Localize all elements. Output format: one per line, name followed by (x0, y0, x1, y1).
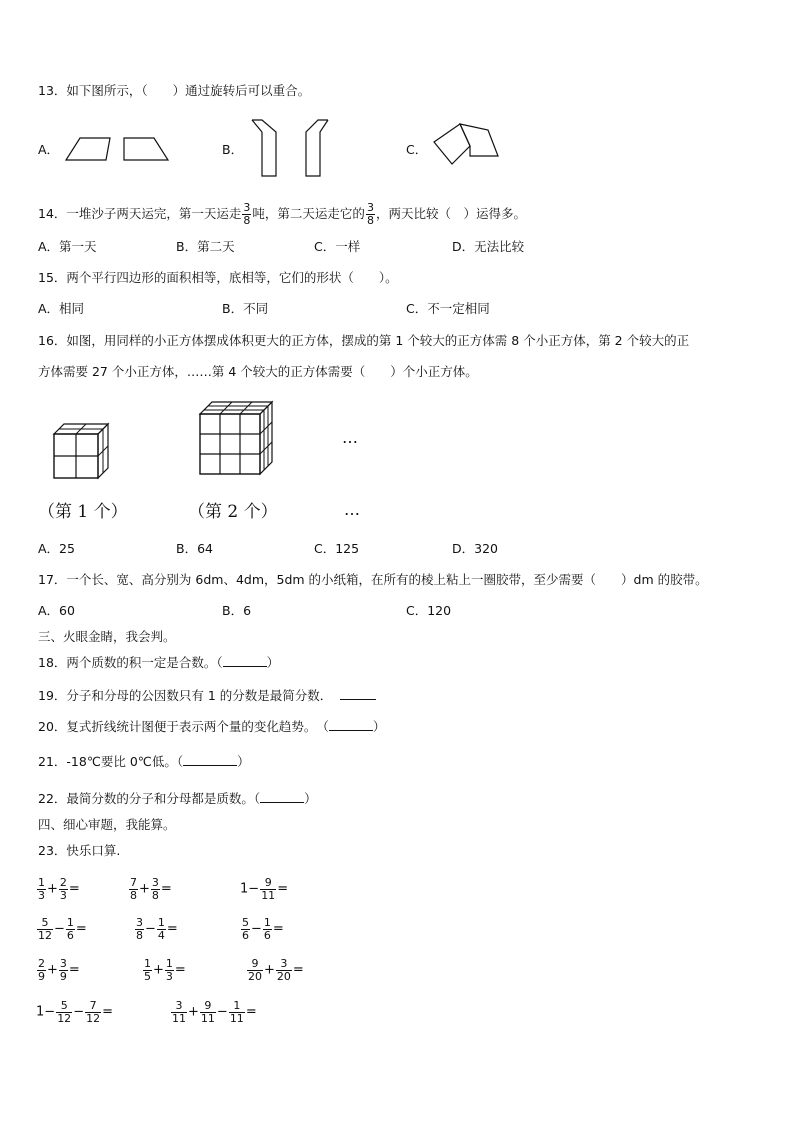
section-4-heading: 四、细心审题，我能算。 (38, 817, 176, 832)
math-operator: − (145, 921, 156, 937)
fraction-denominator: 8 (136, 929, 143, 942)
math-operator: = (68, 881, 80, 897)
q23-expr-3 (240, 872, 288, 906)
fraction-numerator: 5 (60, 999, 68, 1012)
q16-cube-3x3 (196, 398, 274, 478)
math-operator: 1 (36, 1004, 45, 1020)
q17-stem: 17．一个长、宽、高分别为 6dm、4dm，5dm 的小纸箱，在所有的棱上粘上一圈胶带，至少需要（ ）dm 的胶带。 (38, 572, 708, 587)
q23-expr-7 (36, 953, 80, 987)
math-operator: + (188, 1004, 199, 1020)
fraction (59, 877, 68, 902)
fraction-numerator: 3 (136, 916, 143, 929)
fraction-denominator: 4 (157, 929, 165, 942)
fraction-numerator: 5 (242, 916, 249, 929)
q13-option-b-figure (248, 118, 332, 178)
fraction (135, 917, 144, 942)
math-operator: − (73, 1004, 85, 1020)
q20-text: 20．复式折线统计图便于表示两个量的变化趋势。 （ (38, 719, 329, 734)
q14-stem-part3: ，两天比较（ ）运得多。 (375, 206, 526, 221)
q21-answer-blank[interactable] (183, 753, 237, 766)
q13-option-a-figure (62, 134, 172, 164)
fraction-denominator: 6 (242, 929, 249, 942)
fraction-numerator: 9 (251, 957, 259, 970)
math-operator: = (166, 921, 178, 937)
q14-option-b: B．第二天 (176, 239, 235, 254)
fraction-denominator: 9 (59, 970, 67, 983)
q21-close-paren: ） (237, 754, 250, 769)
fraction-denominator: 6 (66, 929, 74, 942)
q14-frac2-num: 3 (366, 201, 374, 214)
math-operator: + (47, 881, 58, 897)
fraction-denominator: 11 (200, 1012, 215, 1025)
fraction (37, 958, 46, 983)
fraction-numerator: 2 (38, 957, 45, 970)
q13-option-a-label: A． (38, 142, 60, 157)
fraction-numerator: 1 (66, 916, 74, 929)
q14-frac1-num: 3 (243, 201, 251, 214)
fraction (59, 958, 68, 983)
fraction-denominator: 3 (165, 970, 173, 983)
q13-option-c-label: C． (406, 142, 428, 157)
q16-option-b: B．64 (176, 541, 213, 556)
fraction-denominator: 20 (276, 970, 291, 983)
q23-expr-2 (128, 872, 172, 906)
math-operator: − (216, 1004, 228, 1020)
math-operator: = (277, 881, 289, 897)
math-operator: + (139, 881, 150, 897)
math-operator: − (248, 881, 260, 897)
q19-stem (38, 687, 376, 705)
q16-cube-2x2 (50, 422, 110, 480)
fraction (37, 917, 53, 942)
math-operator: = (102, 1004, 113, 1020)
fraction (165, 958, 174, 983)
math-operator: = (75, 921, 87, 937)
fraction-denominator: 9 (38, 970, 45, 983)
q22-stem (38, 790, 317, 808)
fraction (200, 1000, 216, 1025)
q17-option-a: A．60 (38, 603, 75, 618)
q23-expr-5 (134, 912, 178, 946)
fraction-numerator: 2 (59, 876, 67, 889)
q16-caption-2: （第 2 个） (188, 502, 278, 522)
fraction-denominator: 11 (261, 889, 276, 902)
fraction-denominator: 12 (38, 929, 52, 942)
q16-stem-line2: 方体需要 27 个小正方体，……第 4 个较大的正方体需要（ ）个小正方体。 (38, 364, 478, 379)
q16-stem-line1: 16．如图，用同样的小正方体摆成体积更大的正方体，摆成的第 1 个较大的正方体需 8 个小正方体，第 2 个较大的正 (38, 333, 690, 348)
math-operator: − (54, 921, 65, 937)
q23-stem: 23．快乐口算. (38, 843, 121, 858)
q15-option-a: A．相同 (38, 301, 85, 316)
fraction (37, 877, 46, 902)
q14-fraction-2 (366, 202, 375, 227)
math-operator: = (174, 962, 186, 978)
q14-frac1-den: 8 (243, 214, 251, 227)
fraction-numerator: 1 (38, 876, 45, 889)
q18-close-paren: ） (266, 655, 280, 670)
fraction (247, 958, 263, 983)
fraction (263, 917, 272, 942)
fraction (129, 877, 138, 902)
fraction (260, 877, 276, 902)
fraction-denominator: 3 (38, 889, 45, 902)
fraction-numerator: 3 (59, 957, 67, 970)
q13-stem: 13．如下图所示，（ ）通过旋转后可以重合。 (38, 83, 311, 98)
fraction (143, 958, 152, 983)
q23-expr-10 (36, 995, 113, 1029)
q20-stem (38, 718, 385, 736)
fraction-numerator: 9 (264, 876, 272, 889)
q14-stem (38, 196, 526, 232)
fraction-numerator: 5 (41, 916, 49, 929)
q20-close-paren: ） (372, 719, 386, 734)
q19-text: 19．分子和分母的公因数只有 1 的分数是最简分数． (38, 688, 333, 703)
fraction (151, 877, 160, 902)
fraction (241, 917, 250, 942)
q14-option-c: C．一样 (314, 239, 361, 254)
fraction-denominator: 20 (248, 970, 262, 983)
q13-option-b-label: B． (222, 142, 244, 157)
q17-option-b: B．6 (222, 603, 252, 618)
q14-option-d: D．无法比较 (452, 239, 525, 254)
fraction (171, 1000, 187, 1025)
fraction-numerator: 7 (89, 999, 97, 1012)
q15-option-b: B．不同 (222, 301, 269, 316)
q22-answer-blank[interactable] (260, 790, 304, 803)
fraction-denominator: 8 (151, 889, 159, 902)
math-operator: + (264, 962, 275, 978)
fraction-numerator: 1 (157, 916, 165, 929)
math-operator: + (47, 962, 58, 978)
fraction-denominator: 11 (229, 1012, 244, 1025)
q21-text: 21．-18℃要比 0℃低。（ (38, 754, 184, 769)
fraction-numerator: 3 (175, 999, 183, 1012)
q22-close-paren: ） (304, 791, 317, 806)
q14-option-a: A．第一天 (38, 239, 97, 254)
fraction-denominator: 11 (172, 1012, 186, 1025)
fraction-numerator: 1 (233, 999, 241, 1012)
q17-option-c: C．120 (406, 603, 452, 618)
fraction-denominator: 6 (263, 929, 271, 942)
q18-stem (38, 654, 279, 672)
q23-expr-11 (170, 995, 257, 1029)
math-operator: 1 (240, 881, 249, 897)
fraction (276, 958, 292, 983)
q23-expr-9 (246, 953, 304, 987)
fraction-numerator: 3 (151, 876, 159, 889)
q14-frac2-den: 8 (366, 214, 374, 227)
fraction-numerator: 3 (280, 957, 288, 970)
fraction-numerator: 1 (263, 916, 271, 929)
q23-expr-8 (142, 953, 186, 987)
fraction (56, 1000, 72, 1025)
q23-expr-4 (36, 912, 87, 946)
math-operator: = (292, 962, 304, 978)
fraction-numerator: 1 (144, 957, 151, 970)
math-operator: = (245, 1004, 257, 1020)
math-operator: − (44, 1004, 56, 1020)
q14-stem-part2: 吨，第二天运走它的 (252, 206, 365, 221)
q23-expr-1 (36, 872, 80, 906)
q22-text: 22．最简分数的分子和分母都是质数。（ (38, 791, 261, 806)
q16-option-c: C．125 (314, 541, 360, 556)
fraction-denominator: 3 (59, 889, 67, 902)
math-operator: − (251, 921, 262, 937)
q16-ellipsis-bottom: … (344, 500, 361, 519)
q13-option-c-figure (430, 120, 506, 170)
q16-option-a: A．25 (38, 541, 75, 556)
q16-ellipsis-top: … (342, 428, 359, 447)
math-operator: = (160, 881, 172, 897)
q14-fraction-1 (242, 202, 251, 227)
q21-stem (38, 753, 250, 771)
q20-answer-blank[interactable] (329, 718, 373, 731)
section-3-heading: 三、火眼金睛，我会判。 (38, 629, 176, 644)
fraction-numerator: 7 (130, 876, 137, 889)
fraction (157, 917, 166, 942)
fraction-denominator: 8 (130, 889, 137, 902)
q18-text: 18．两个质数的积一定是合数。（ (38, 655, 223, 670)
fraction (229, 1000, 245, 1025)
q18-answer-blank[interactable] (223, 654, 267, 667)
q23-expr-6 (240, 912, 284, 946)
fraction (85, 1000, 101, 1025)
fraction-numerator: 9 (204, 999, 212, 1012)
fraction-denominator: 12 (86, 1012, 101, 1025)
q15-stem: 15．两个平行四边形的面积相等，底相等，它们的形状（ ）。 (38, 270, 398, 285)
math-operator: + (153, 962, 164, 978)
q16-caption-1: （第 1 个） (38, 502, 128, 522)
fraction-denominator: 5 (144, 970, 151, 983)
math-operator: = (272, 921, 284, 937)
fraction (66, 917, 75, 942)
fraction-numerator: 1 (165, 957, 173, 970)
q19-answer-blank[interactable] (340, 687, 376, 700)
q15-option-c: C．不一定相同 (406, 301, 490, 316)
q14-stem-part1: 14．一堆沙子两天运完，第一天运走 (38, 206, 242, 221)
fraction-denominator: 12 (57, 1012, 72, 1025)
q16-option-d: D．320 (452, 541, 498, 556)
math-operator: = (68, 962, 80, 978)
